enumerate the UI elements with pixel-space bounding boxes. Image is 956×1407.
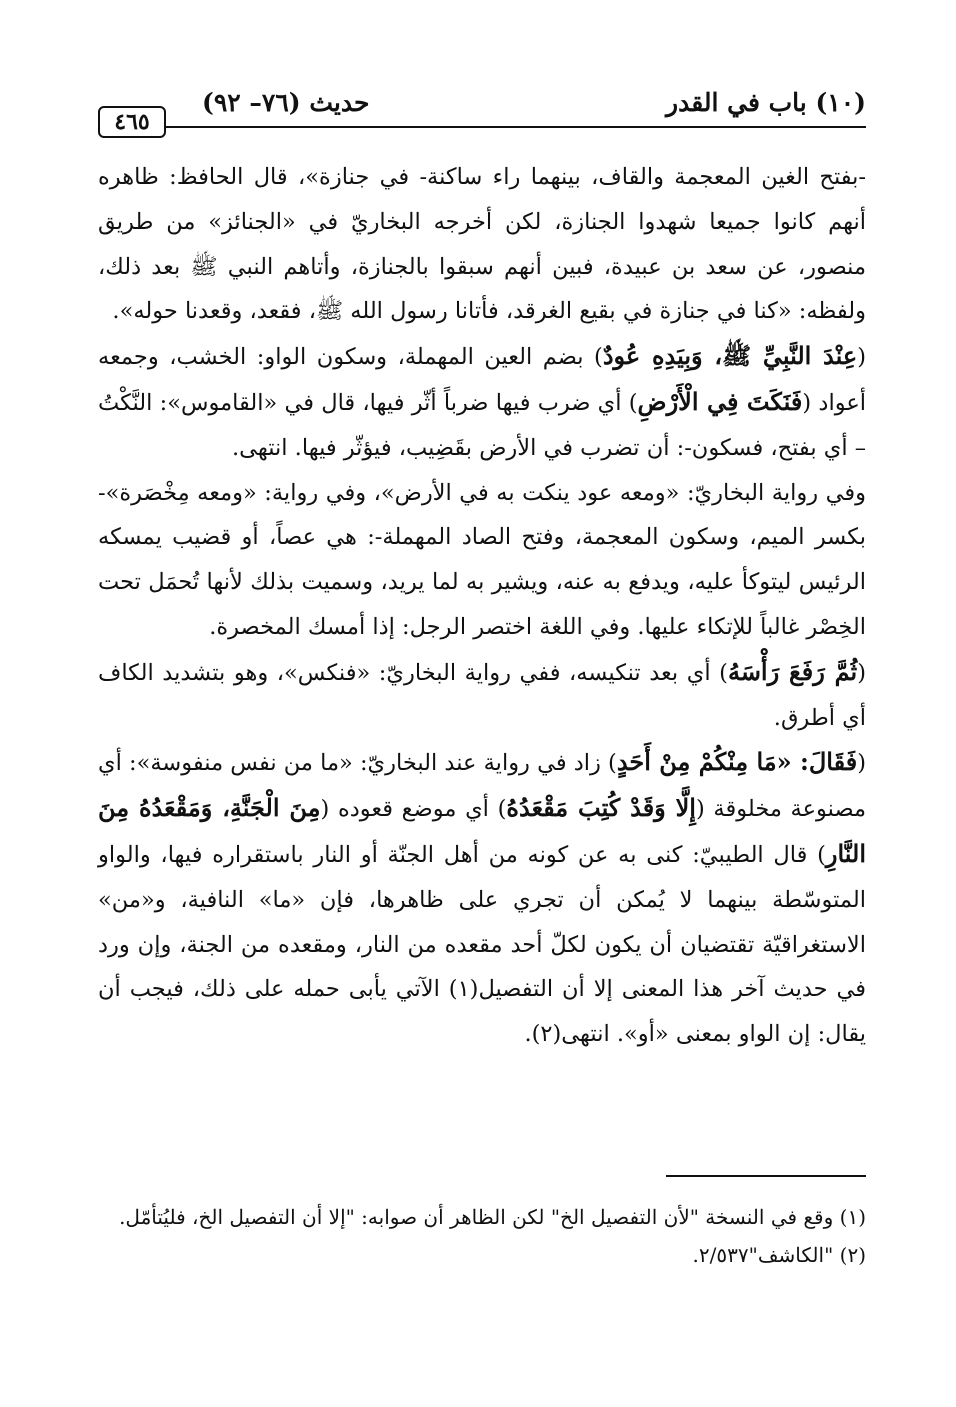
commentary-text: ) أي موضع قعوده ( <box>320 796 507 823</box>
hadith-text: فَقَالَ: «مَا مِنْكُمْ مِنْ أَحَدٍ <box>616 747 858 777</box>
commentary-text: ) قال الطيبيّ: كنى به عن كونه من أهل الجنّة أو النار باستقراره فيها، والواو المتوسّطة بينهما لا يُمكن أن تجري على ظاهرها، فإن «ما» النافية، و«من» الاستغراقيّة تقتضيان أن يكون لكلّ أحد مقعده من النار، ومقعده من الجنة، وإن ورد في حديث آخر هذا المعنى إلا أن التفصيل(١) الآتي يأبى حمله على ذلك، فيجب أن يقال: إن الواو بمعنى «أو». انتهى(٢). <box>98 841 866 1048</box>
commentary-text: ) زاد في رواية عند البخاريّ: «ما من نفس منفوسة»: أي مصنوعة مخلوقة ( <box>98 750 867 823</box>
paragraph <box>98 334 866 470</box>
header-rule <box>160 126 866 128</box>
commentary-text: ( <box>857 344 866 371</box>
footnote-separator <box>666 1175 866 1177</box>
hadith-text: عِنْدَ النَّبِيِّ ﷺ، وَبِيَدِهِ عُودٌ <box>602 341 858 371</box>
commentary-text: ) بضم العين المهملة، وسكون الواو: الخشب، وجمعه أعواد ( <box>98 344 866 416</box>
commentary-text: ) أي بعد تنكيسه، ففي رواية البخاريّ: «فنكس»، وهو بتشديد الكاف أي أطرق. <box>98 659 866 731</box>
hadith-range: حديث (٧٦– ٩٢) <box>202 88 370 117</box>
page-header <box>98 80 866 142</box>
paragraph <box>98 650 866 741</box>
commentary-text: ) أي ضرب فيها ضرباً أثّر فيها، قال في «القاموس»: النَّكْتُ – أي بفتح، فسكون-: أن تضرب في الأرض بقَضِيب، فيؤثّر فيها. انتهى. <box>98 389 866 461</box>
commentary-text: ( <box>857 659 866 686</box>
body-text <box>98 155 866 1057</box>
hadith-text: ثُمَّ رَفَعَ رَأْسَهُ <box>727 656 858 686</box>
paragraph <box>98 471 866 650</box>
commentary-text: ( <box>857 750 866 777</box>
chapter-title: (١٠) باب في القدر <box>666 88 866 117</box>
footnotes <box>98 1198 866 1274</box>
paragraph <box>98 155 866 334</box>
commentary-text: وفي رواية البخاريّ: «ومعه عود ينكت به في الأرض»، وفي رواية: «ومعه مِخْصَرة»- بكسر الميم، وسكون المعجمة، وفتح الصاد المهملة-: هي عصاً، أو قضيب يمسكه الرئيس ليتوكأ عليه، ويدفع به عنه، ويشير به لما يريد، وسميت بذلك لأنها تُحمَل تحت الخِصْر غالباً للإتكاء عليها. وفي اللغة اختصر الرجل: إذا أمسك المخصرة. <box>98 479 866 640</box>
footnote-1: (١) وقع في النسخة "لأن التفصيل الخ" لكن الظاهر أن صوابه: "إلا أن التفصيل الخ، فليُتأمّل. <box>119 1205 866 1229</box>
hadith-text: مِنَ الْجَنَّةِ، وَمَقْعَدُهُ مِنَ النَّارِ <box>98 793 866 868</box>
footnote-2: (٢) "الكاشف"٢/٥٣٧. <box>692 1243 866 1267</box>
paragraph <box>98 740 866 1057</box>
hadith-text: إِلَّا وَقَدْ كُتِبَ مَقْعَدُهُ <box>506 793 696 823</box>
page-number: ٤٦٥ <box>98 106 166 138</box>
hadith-text: فَنَكَتَ فِي الْأَرْضِ <box>637 386 803 416</box>
commentary-text: -بفتح الغين المعجمة والقاف، بينهما راء ساكنة- في جنازة»، قال الحافظ: ظاهره أنهم كانوا جميعا شهدوا الجنازة، لكن أخرجه البخاريّ في «الجنائز» من طريق منصور، عن سعد بن عبيدة، فبين أنهم سبقوا بالجنازة، وأتاهم النبي ﷺ بعد ذلك، ولفظه: «كنا في جنازة في بقيع الغرقد، فأتانا رسول الله ﷺ، فقعد، وقعدنا حوله». <box>98 164 866 325</box>
